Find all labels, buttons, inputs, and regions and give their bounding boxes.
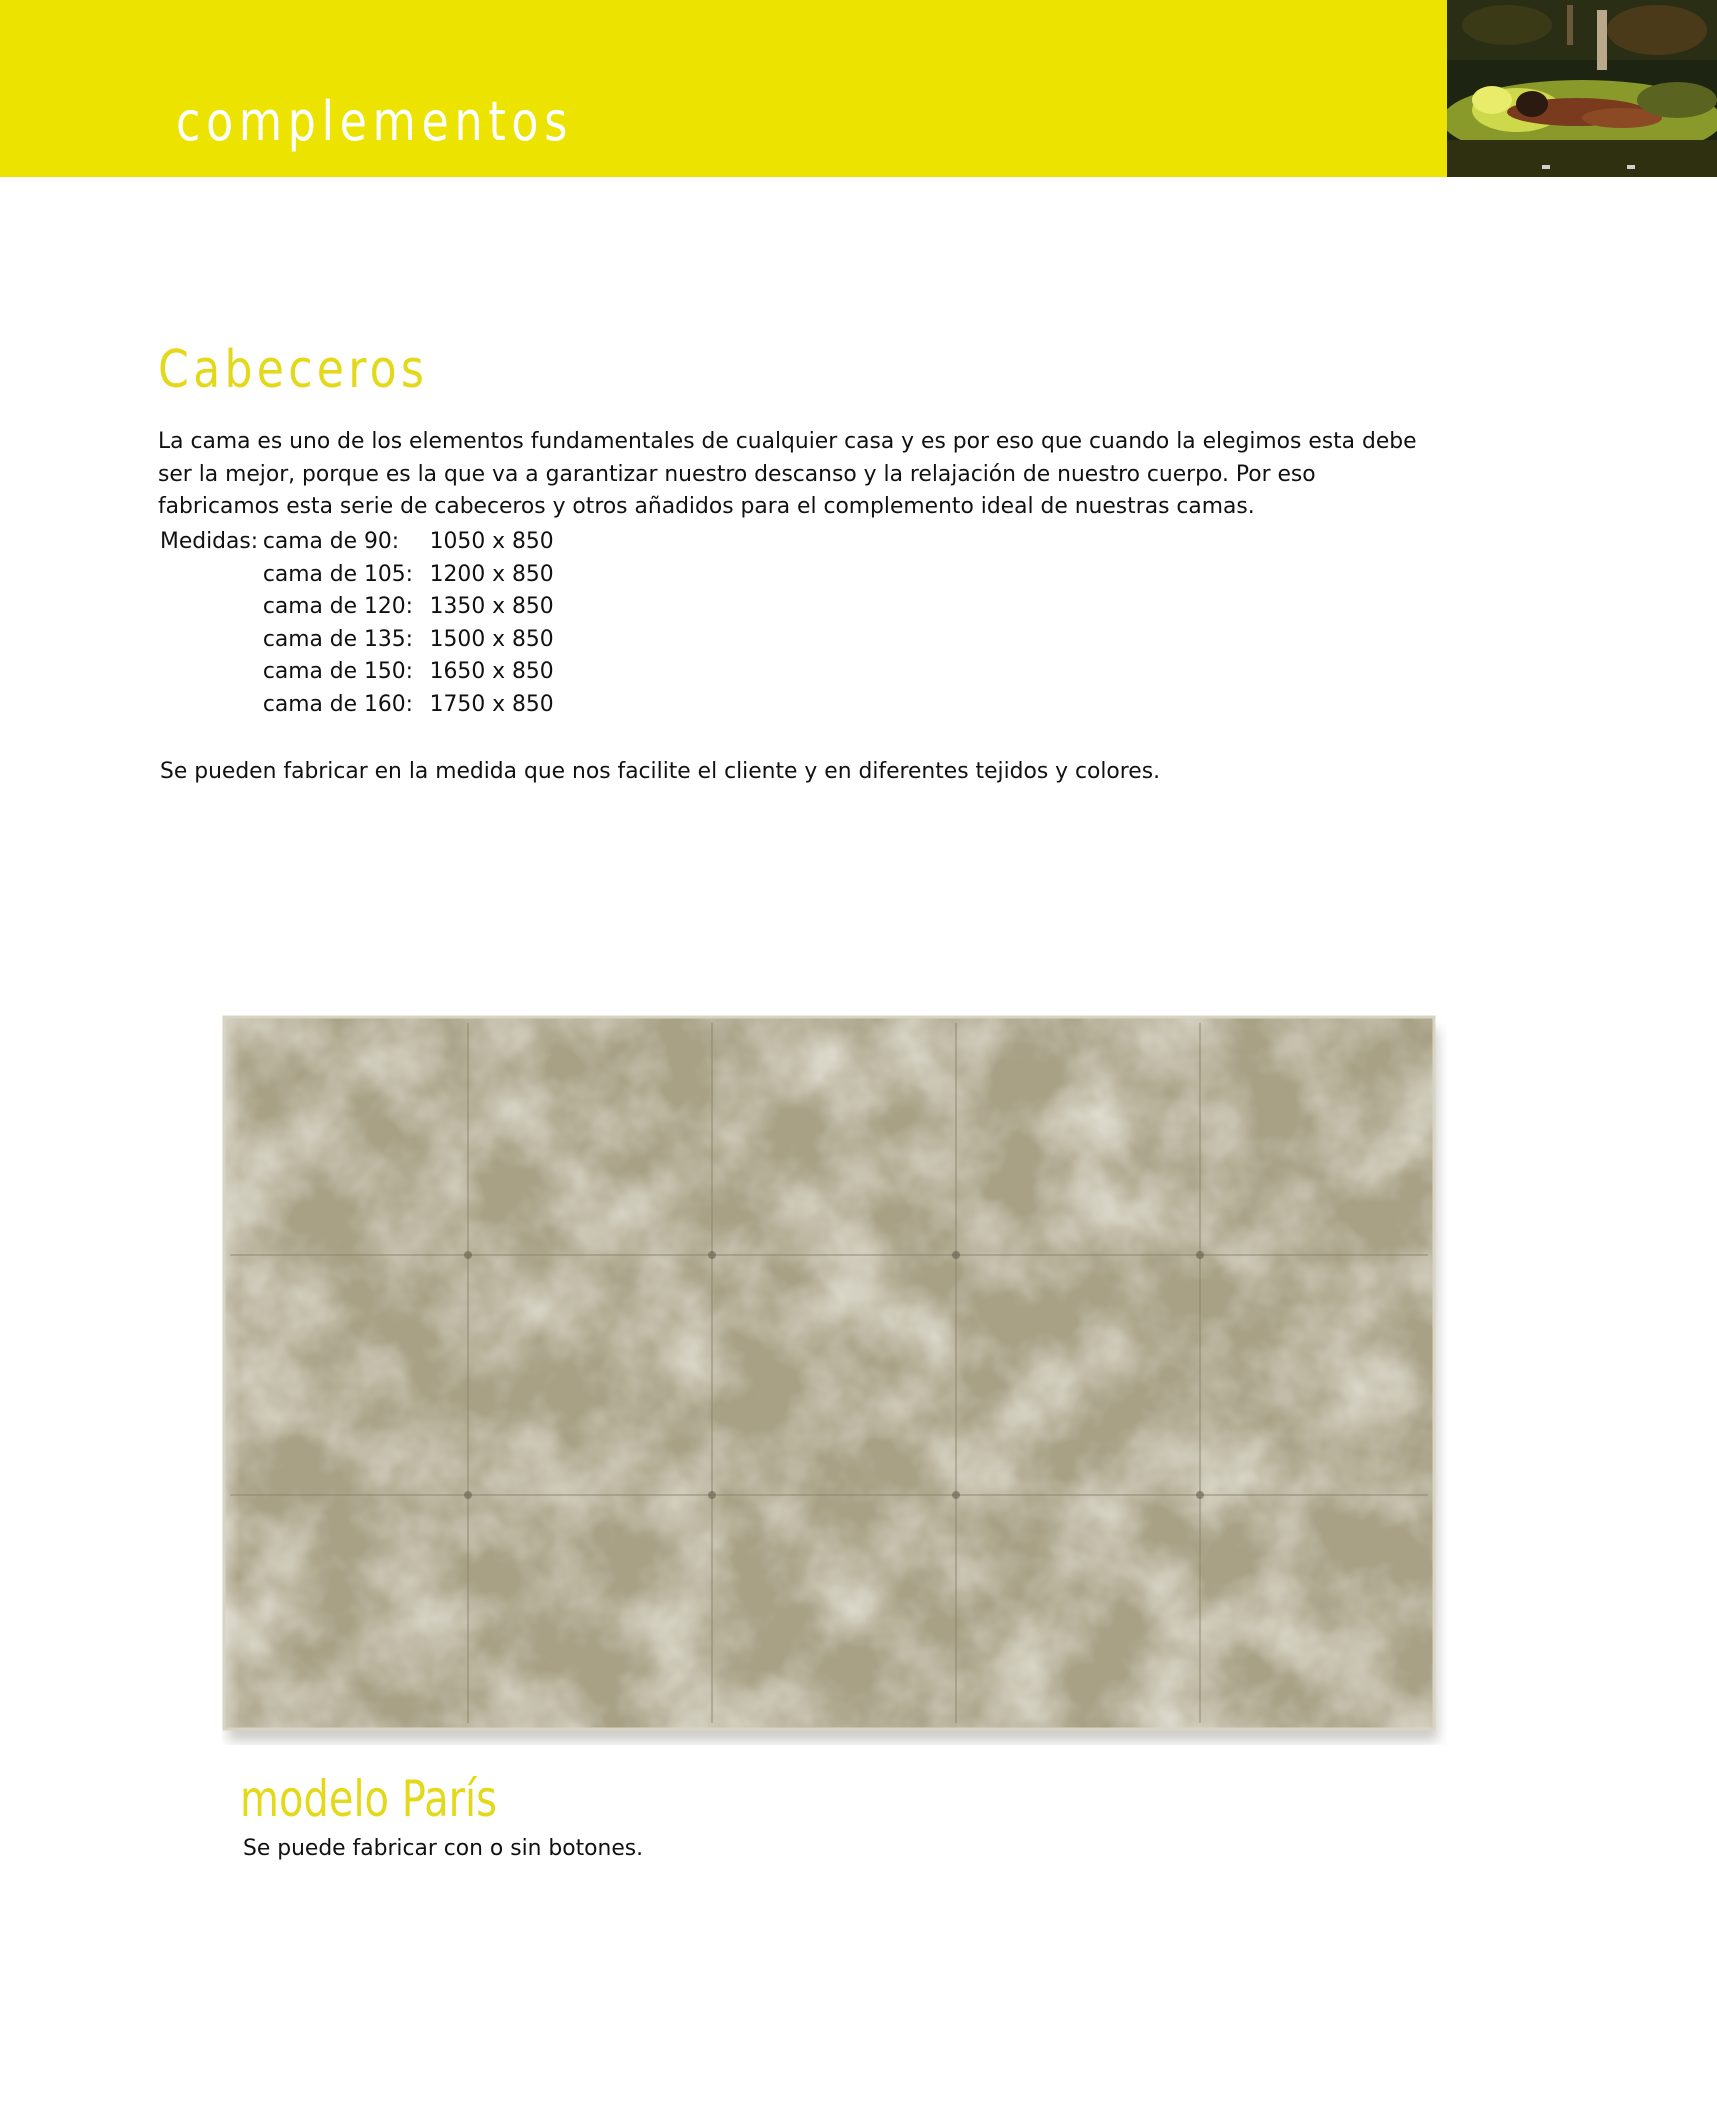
- header-banner: [0, 0, 1447, 177]
- sizes-label: Medidas:: [160, 528, 259, 554]
- headboard-photo-icon: [222, 1015, 1447, 1745]
- bed-size: cama de 120:: [262, 593, 414, 619]
- dimensions: 1500 x 850: [429, 625, 554, 652]
- bed-size: cama de 105:: [262, 560, 414, 587]
- bed-size: cama de 150:: [262, 658, 414, 684]
- dimensions: 1750 x 850: [429, 690, 554, 717]
- size-row: [263, 623, 554, 656]
- section-label: complementos: [176, 90, 574, 153]
- dimensions: 1050 x 850: [429, 528, 554, 554]
- intro-paragraph: La cama es uno de los elementos fundamentales de cualquier casa y es por eso que cuando la elegimos esta debe ser la mejor, porque es la que va a garantizar nuestro descanso y la relajación de nuestro cuerpo. Por eso fabricamos esta serie de cabeceros y otros añadidos para el complemento ideal de nuestras camas.: [158, 428, 1417, 519]
- size-row: [263, 590, 554, 623]
- bed-size: cama de 90:: [262, 528, 400, 554]
- dimensions: 1350 x 850: [429, 593, 554, 619]
- size-row: [263, 655, 554, 688]
- custom-note: Se pueden fabricar en la medida que nos facilite el cliente y en diferentes tejidos y colores.: [160, 758, 1161, 784]
- dimensions: 1200 x 850: [429, 560, 554, 587]
- size-row: [263, 688, 554, 721]
- size-row: [263, 525, 554, 558]
- model-title: modelo París: [240, 1770, 497, 1828]
- model-note: Se puede fabricar con o sin botones.: [243, 1835, 644, 1861]
- bed-size: cama de 160:: [262, 690, 414, 717]
- section-title: Cabeceros: [158, 340, 429, 400]
- bed-size: cama de 135:: [262, 625, 414, 652]
- size-row: [263, 558, 554, 591]
- painting-thumbnail-icon: [1447, 0, 1717, 177]
- dimensions: 1650 x 850: [429, 658, 554, 684]
